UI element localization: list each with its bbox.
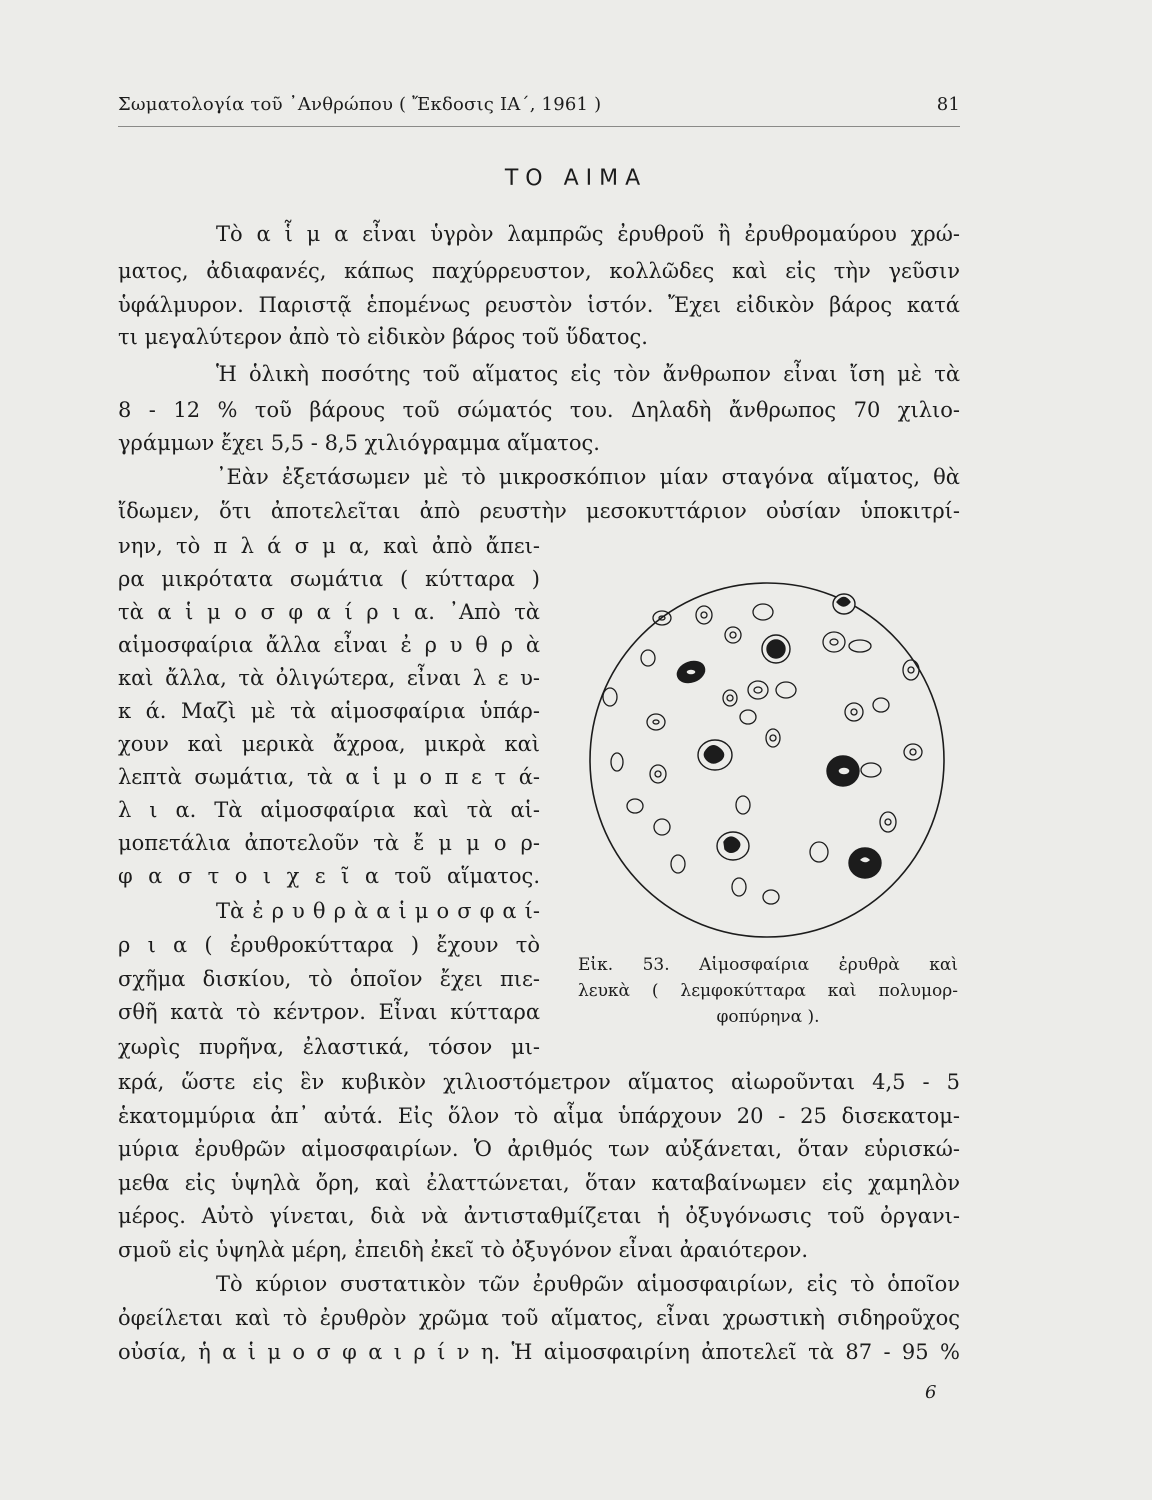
red-cell-center <box>727 695 733 701</box>
white-cell-nucleus <box>724 837 740 852</box>
text-line: τι μεγαλύτερον ἀπὸ τὸ εἰδικὸν βάρος τοῦ ὕδατος. <box>118 325 648 349</box>
white-cell-center <box>686 669 696 675</box>
red-cell <box>823 632 845 652</box>
text-line: μύρια ἐρυθρῶν αἱμοσφαιρίων. Ὁ ἀριθμός των αὐξάνεται, ὅταν εὑρισκώ- <box>118 1137 960 1161</box>
microscope-field-circle <box>590 583 944 937</box>
red-cell <box>671 855 685 873</box>
red-cell-center <box>653 720 659 724</box>
section-title: ΤΟ ΑΙΜΑ <box>504 166 648 191</box>
red-cell <box>627 799 643 813</box>
text-line: ᾿Εὰν ἐξετάσωμεν μὲ τὸ μικροσκόπιον μίαν σταγόνα αἵματος, θὰ <box>216 465 960 489</box>
caption-line: λευκὰ ( λεμφοκύτταρα καὶ πολυμορ- <box>578 981 958 1001</box>
text-line: ἑκατομμύρια ἀπ᾿ αὐτά. Εἰς ὅλον τὸ αἷμα ὑπάρχουν 20 - 25 δισεκατομ- <box>118 1104 960 1128</box>
figure-caption <box>578 952 958 1030</box>
text-line: σμοῦ εἰς ὑψηλὰ μέρη, ἐπειδὴ ἐκεῖ τὸ ὀξυγόνον εἶναι ἀραιότερον. <box>118 1238 809 1262</box>
text-line: κ ά. Μαζὶ μὲ τὰ αἱμοσφαίρια ὑπάρ- <box>118 699 540 723</box>
red-cell-center <box>910 749 916 755</box>
red-cell-center <box>701 612 707 618</box>
white-cell-center <box>859 857 871 864</box>
red-cell-center <box>908 667 914 673</box>
red-cell-center <box>851 709 857 715</box>
red-cell <box>810 842 828 862</box>
text-line: σθῆ κατὰ τὸ κέντρον. Εἶναι κύτταρα <box>118 1000 540 1024</box>
running-head <box>118 94 960 115</box>
caption-line: φοπύρηνα ). <box>716 1007 820 1027</box>
page-number: 81 <box>936 94 960 115</box>
red-cell-center <box>885 819 891 825</box>
white-cells <box>674 594 881 878</box>
running-title: Σωματολογία τοῦ ᾿Ανθρώπου ( Ἔκδοσις ΙΑ΄, 1961 ) <box>118 94 602 115</box>
red-cell-center <box>730 632 736 638</box>
text-line: ρα μικρότατα σωμάτια ( κύτταρα ) <box>118 567 540 591</box>
text-line: ρ ι α ( ἐρυθροκύτταρα ) ἔχουν τὸ <box>118 933 540 957</box>
red-cell <box>740 710 756 724</box>
red-cell <box>904 744 922 760</box>
red-cell <box>641 650 655 666</box>
red-cell <box>849 640 871 652</box>
text-line: τὰ α ἱ μ ο σ φ α ί ρ ι α. ᾿Απὸ τὰ <box>118 600 540 624</box>
text-line: μεθα εἰς ὑψηλὰ ὄρη, καὶ ἐλαττώνεται, ὅταν καταβαίνωμεν εἰς χαμηλὸν <box>118 1171 960 1195</box>
text-line: Τὸ α ἷ μ α εἶναι ὑγρὸν λαμπρῶς ἐρυθροῦ ἢ ἐρυθρομαύρου χρώ- <box>216 222 960 246</box>
text-line: νην, τὸ π λ ά σ μ α, καὶ ἀπὸ ἄπει- <box>118 534 540 558</box>
red-cell <box>903 660 919 680</box>
microscope-field-illustration <box>578 580 956 940</box>
text-line: ὀφείλεται καὶ τὸ ἐρυθρὸν χρῶμα τοῦ αἵματος, εἶναι χρωστικὴ σιδηροῦχος <box>118 1306 960 1330</box>
red-cell <box>776 682 796 698</box>
text-line: καὶ ἄλλα, τὰ ὀλιγώτερα, εἶναι λ ε υ- <box>118 666 540 690</box>
text-line: ἴδωμεν, ὅτι ἀποτελεῖται ἀπὸ ρευστὴν μεσοκυττάριον οὐσίαν ὑποκιτρί- <box>118 499 960 523</box>
red-cell-center <box>770 735 776 741</box>
red-cell <box>650 765 666 783</box>
text-line: ματος, ἀδιαφανές, κάπως παχύρρευστον, κολλῶδες καὶ εἰς τὴν γεῦσιν <box>118 259 960 283</box>
red-cell <box>725 627 741 643</box>
red-cell-center <box>754 687 762 693</box>
red-cell <box>647 714 665 730</box>
text-line: 8 - 12 % τοῦ βάρους τοῦ σώματός του. Δηλαδὴ ἄνθρωπος 70 χιλιο- <box>118 398 960 422</box>
text-line: μέρος. Αὐτὸ γίνεται, διὰ νὰ ἀντισταθμίζεται ἡ ὀξυγόνωσις τοῦ ὀργανι- <box>118 1204 960 1228</box>
red-cell <box>873 698 889 712</box>
red-cell <box>753 604 773 620</box>
caption-line: Εἰκ. 53. Αἱμοσφαίρια ἐρυθρὰ καὶ <box>578 955 958 975</box>
red-cell <box>696 606 712 624</box>
red-cell-center <box>830 639 838 645</box>
red-cell <box>763 890 779 904</box>
red-cell <box>766 729 780 747</box>
signature-mark: 6 <box>925 1382 937 1403</box>
text-line: οὐσία, ἡ α ἱ μ ο σ φ α ι ρ ί ν η. Ἡ αἱμοσφαιρίνη ἀποτελεῖ τὰ 87 - 95 % <box>118 1340 960 1364</box>
red-cell <box>611 753 623 771</box>
white-cell-center <box>838 767 850 775</box>
text-line: φ α σ τ ο ι χ ε ῖ α τοῦ αἵματος. <box>118 864 540 888</box>
text-line: σχῆμα δισκίου, τὸ ὁποῖον ἔχει πιε- <box>118 967 540 991</box>
text-line: λεπτὰ σωμάτια, τὰ α ἱ μ ο π ε τ ά- <box>118 765 540 789</box>
text-line: Τὸ κύριον συστατικὸν τῶν ἐρυθρῶν αἱμοσφαιρίων, εἰς τὸ ὁποῖον <box>216 1272 960 1296</box>
text-line: χωρὶς πυρῆνα, ἐλαστικά, τόσον μι- <box>118 1035 540 1059</box>
red-cell <box>748 681 768 699</box>
text-line: λ ι α. Τὰ αἱμοσφαίρια καὶ τὰ αἱ- <box>118 798 540 822</box>
text-line: χουν καὶ μερικὰ ἄχροα, μικρὰ καὶ <box>118 732 540 756</box>
red-cell <box>861 763 881 777</box>
text-line: ὑφάλμυρον. Παριστᾷ ἑπομένως ρευστὸν ἱστόν. Ἔχει εἰδικὸν βάρος κατά <box>118 293 960 317</box>
red-cell <box>732 878 746 896</box>
text-line: Ἡ ὁλικὴ ποσότης τοῦ αἵματος εἰς τὸν ἄνθρωπον εἶναι ἴση μὲ τὰ <box>216 362 960 386</box>
text-line: μοπετάλια ἀποτελοῦν τὰ ἔ μ μ ο ρ- <box>118 831 540 855</box>
red-cell <box>880 812 896 832</box>
red-cell <box>736 796 750 814</box>
text-line: Τὰ ἐ ρ υ θ ρ ὰ α ἱ μ ο σ φ α ί- <box>216 899 540 923</box>
text-line: γράμμων ἔχει 5,5 - 8,5 χιλιόγραμμα αἵματος. <box>118 431 600 455</box>
red-cell <box>723 690 737 706</box>
red-cell <box>654 819 670 835</box>
red-cell <box>845 703 863 721</box>
red-cell-center <box>655 771 661 777</box>
header-rule <box>118 126 960 127</box>
text-line: αἱμοσφαίρια ἄλλα εἶναι ἐ ρ υ θ ρ ὰ <box>118 633 540 657</box>
blood-cells-figure <box>578 580 956 940</box>
white-cell-nucleus <box>767 640 785 658</box>
text-line: κρά, ὥστε εἰς ἓν κυβικὸν χιλιοστόμετρον αἵματος αἰωροῦνται 4,5 - 5 <box>118 1070 960 1094</box>
red-cell <box>603 688 617 706</box>
